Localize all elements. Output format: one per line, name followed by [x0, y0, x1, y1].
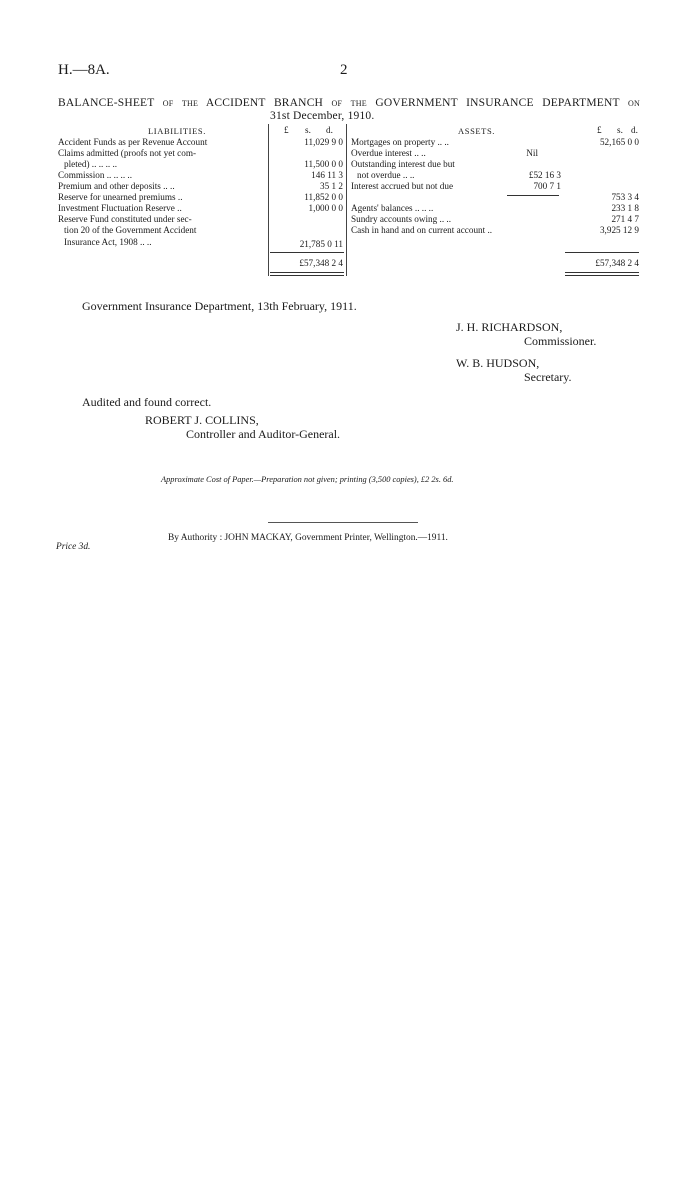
- assets-double-rule: [565, 272, 639, 273]
- assets-double-rule: [565, 275, 639, 276]
- liability-amount: 11,852 0 0: [304, 192, 343, 202]
- asset-sub-amount: 700 7 1: [533, 181, 561, 191]
- liability-amount: 21,785 0 11: [299, 239, 343, 249]
- secretary-name: W. B. HUDSON,: [456, 356, 540, 370]
- assets-subtotal-rule: [507, 195, 559, 196]
- liability-label: Premium and other deposits .. ..: [58, 181, 175, 191]
- liability-label: Reserve for unearned premiums ..: [58, 192, 183, 202]
- liability-label: Commission .. .. .. ..: [58, 170, 133, 180]
- commissioner-title: Commissioner.: [524, 334, 597, 348]
- asset-label: Overdue interest .. ..: [351, 148, 426, 158]
- asset-amount: 233 1 8: [611, 203, 639, 213]
- asset-sub-amount: Nil: [526, 148, 538, 158]
- auditor-title: Controller and Auditor-General.: [186, 427, 341, 441]
- liabilities-heading: LIABILITIES.: [148, 126, 206, 136]
- liability-label: pleted) .. .. .. ..: [64, 159, 118, 169]
- asset-label: Cash in hand and on current account ..: [351, 225, 493, 235]
- liability-label: Insurance Act, 1908 .. ..: [64, 237, 152, 247]
- column-rule: [346, 124, 347, 276]
- liability-label: Accident Funds as per Revenue Account: [58, 137, 208, 147]
- asset-sub-amount: £52 16 3: [528, 170, 561, 180]
- liability-label: Claims admitted (proofs not yet com-: [58, 148, 197, 158]
- liabilities-double-rule: [270, 275, 344, 276]
- secretary-title: Secretary.: [524, 370, 572, 384]
- audit-statement: Audited and found correct.: [82, 395, 212, 409]
- assets-heading: ASSETS.: [458, 126, 496, 136]
- asset-label: Sundry accounts owing .. ..: [351, 214, 452, 224]
- page-number: 2: [340, 62, 348, 78]
- liability-amount: 35 1 2: [320, 181, 343, 191]
- asset-amount: 3,925 12 9: [599, 225, 639, 235]
- liability-amount: 11,029 9 0: [304, 137, 343, 147]
- liability-label: Investment Fluctuation Reserve ..: [58, 203, 182, 213]
- assets-pounds-header: £: [597, 125, 602, 135]
- assets-shillings-header: s.: [617, 125, 623, 135]
- auditor-name: ROBERT J. COLLINS,: [145, 413, 259, 427]
- asset-amount: 753 3 4: [611, 192, 639, 202]
- liabilities-pence-header: d.: [326, 125, 333, 135]
- liabilities-shillings-header: s.: [305, 125, 311, 135]
- asset-label: not overdue .. ..: [357, 170, 415, 180]
- assets-pence-header: d.: [631, 125, 638, 135]
- assets-total-rule: [565, 252, 639, 253]
- dateline: Government Insurance Department, 13th February, 1911.: [82, 299, 357, 313]
- liability-amount: 1,000 0 0: [308, 203, 343, 213]
- asset-amount: 271 4 7: [611, 214, 639, 224]
- asset-label: Outstanding interest due but: [351, 159, 455, 169]
- asset-label: Agents' balances .. .. ..: [351, 203, 434, 213]
- liabilities-double-rule: [270, 272, 344, 273]
- asset-amount: 52,165 0 0: [599, 137, 639, 147]
- balance-sheet-date: 31st December, 1910.: [270, 110, 375, 122]
- liabilities-total: £57,348 2 4: [299, 258, 343, 268]
- liability-label: Reserve Fund constituted under sec-: [58, 214, 192, 224]
- liabilities-total-rule: [270, 252, 344, 253]
- column-rule: [268, 124, 269, 276]
- liability-label: tion 20 of the Government Accident: [64, 225, 197, 235]
- document-reference: H.—8A.: [58, 62, 110, 78]
- asset-label: Mortgages on property .. ..: [351, 137, 449, 147]
- balance-sheet-title: BALANCE-SHEET of the ACCIDENT BRANCH of the GOVERNMENT INSURANCE DEPARTMENT on: [58, 97, 640, 109]
- liability-amount: 146 11 3: [311, 170, 343, 180]
- printer-imprint: By Authority : JOHN MACKAY, Government Printer, Wellington.—1911.: [168, 533, 448, 543]
- cost-note: Approximate Cost of Paper.—Preparation not given; printing (3,500 copies), £2 2s. 6d.: [161, 475, 454, 484]
- commissioner-name: J. H. RICHARDSON,: [456, 320, 563, 334]
- asset-label: Interest accrued but not due: [351, 181, 454, 191]
- liabilities-pounds-header: £: [284, 125, 289, 135]
- price: Price 3d.: [56, 542, 91, 552]
- imprint-rule: [268, 522, 418, 523]
- liability-amount: 11,500 0 0: [304, 159, 343, 169]
- assets-total: £57,348 2 4: [595, 258, 639, 268]
